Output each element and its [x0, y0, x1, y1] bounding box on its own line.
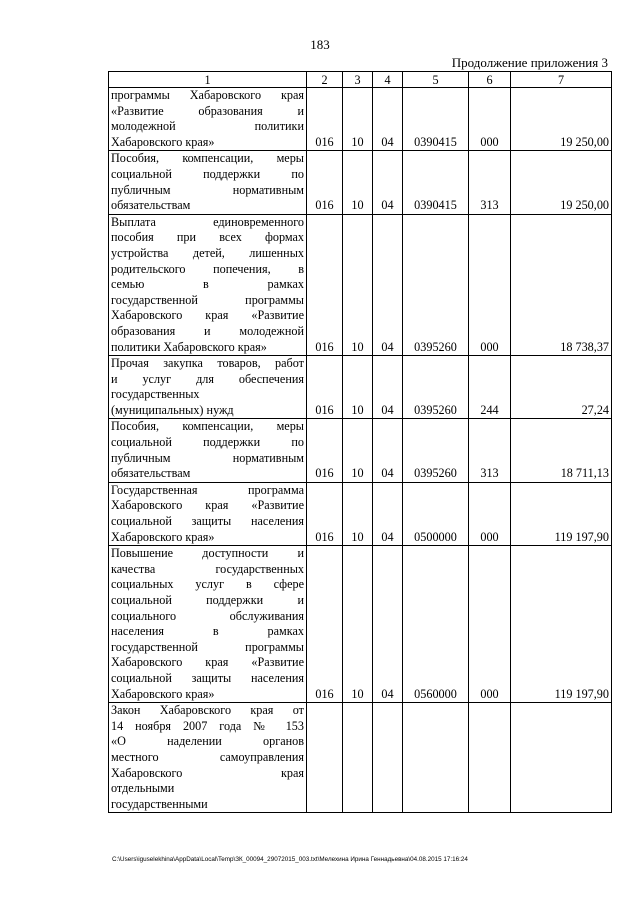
description-line: (муниципальных) нужд: [111, 402, 234, 417]
table-header-row: [109, 72, 612, 88]
section-code-cell: 10: [343, 88, 373, 151]
target-code-cell: 0395260: [403, 214, 469, 355]
description-line: Хабаровского края «Развитие: [111, 498, 304, 513]
description-line: молодежной политики: [111, 119, 304, 134]
header-cell: 4: [373, 72, 403, 88]
description-line: Хабаровского края «Развитие: [111, 655, 304, 670]
description-line: социальной защиты населения: [111, 670, 304, 685]
description-line: социальной поддержки по: [111, 166, 304, 181]
description-line: обязательствам: [111, 466, 191, 481]
description-line: государственной программы: [111, 639, 304, 654]
ministry-code-cell: 016: [307, 151, 343, 214]
expense-type-cell: 000: [469, 88, 511, 151]
description-line: Закон Хабаровского края от: [111, 703, 304, 718]
description-line: Пособия, компенсации, меры: [111, 419, 304, 434]
subsection-code-cell: 04: [373, 546, 403, 703]
target-code-cell: 0560000: [403, 546, 469, 703]
description-line: государственной программы: [111, 292, 304, 307]
row-description: [109, 214, 307, 355]
row-description: [109, 356, 307, 419]
table-row: [109, 151, 612, 214]
table-row: [109, 214, 612, 355]
expense-type-cell: 000: [469, 482, 511, 545]
expense-type-cell: 000: [469, 546, 511, 703]
description-line: Прочая закупка товаров, работ: [111, 356, 304, 371]
description-line: Хабаровского края»: [111, 134, 215, 149]
budget-table: [108, 71, 612, 813]
target-code-cell: [403, 703, 469, 813]
description-line: Хабаровского края: [111, 765, 304, 780]
table-row: [109, 546, 612, 703]
ministry-code-cell: 016: [307, 88, 343, 151]
header-cell: 2: [307, 72, 343, 88]
target-code-cell: 0390415: [403, 88, 469, 151]
subsection-code-cell: 04: [373, 482, 403, 545]
description-line: местного самоуправления: [111, 749, 304, 764]
table-row: [109, 356, 612, 419]
amount-cell: 19 250,00: [511, 151, 612, 214]
subsection-code-cell: [373, 703, 403, 813]
description-line: обязательствам: [111, 198, 191, 213]
description-line: устройства детей, лишенных: [111, 245, 304, 260]
ministry-code-cell: [307, 703, 343, 813]
continuation-label: Продолжение приложения 3: [451, 55, 608, 70]
header-cell: 3: [343, 72, 373, 88]
expense-type-cell: [469, 703, 511, 813]
section-code-cell: [343, 703, 373, 813]
table-row: [109, 482, 612, 545]
amount-cell: 18 711,13: [511, 419, 612, 482]
page-number: 183: [310, 37, 330, 52]
description-line: политики Хабаровского края»: [111, 339, 267, 354]
description-line: и услуг для обеспечения: [111, 371, 304, 386]
table-row: [109, 703, 612, 813]
target-code-cell: 0395260: [403, 419, 469, 482]
header-cell: 7: [511, 72, 612, 88]
target-code-cell: 0500000: [403, 482, 469, 545]
description-line: родительского попечения, в: [111, 261, 304, 276]
expense-type-cell: 313: [469, 151, 511, 214]
section-code-cell: 10: [343, 214, 373, 355]
description-line: качества государственных: [111, 561, 304, 576]
header-cell: 1: [109, 72, 307, 88]
subsection-code-cell: 04: [373, 88, 403, 151]
ministry-code-cell: 016: [307, 419, 343, 482]
expense-type-cell: 244: [469, 356, 511, 419]
description-line: 14 ноября 2007 года № 153: [111, 718, 304, 733]
description-line: Повышение доступности и: [111, 546, 304, 561]
description-line: населения в рамках: [111, 624, 304, 639]
table-row: [109, 88, 612, 151]
section-code-cell: 10: [343, 356, 373, 419]
table-row: [109, 419, 612, 482]
amount-cell: 19 250,00: [511, 88, 612, 151]
description-line: Хабаровского края «Развитие: [111, 308, 304, 323]
row-description: [109, 703, 307, 813]
section-code-cell: 10: [343, 482, 373, 545]
amount-cell: [511, 703, 612, 813]
subsection-code-cell: 04: [373, 356, 403, 419]
header-cell: 5: [403, 72, 469, 88]
description-line: публичным нормативным: [111, 182, 304, 197]
row-description: [109, 482, 307, 545]
row-description: [109, 88, 307, 151]
description-line: Хабаровского края»: [111, 686, 215, 701]
subsection-code-cell: 04: [373, 214, 403, 355]
subsection-code-cell: 04: [373, 419, 403, 482]
amount-cell: 119 197,90: [511, 546, 612, 703]
amount-cell: 18 738,37: [511, 214, 612, 355]
description-line: программы Хабаровского края: [111, 88, 304, 102]
description-line: социальной поддержки по: [111, 435, 304, 450]
target-code-cell: 0390415: [403, 151, 469, 214]
section-code-cell: 10: [343, 419, 373, 482]
expense-type-cell: 000: [469, 214, 511, 355]
description-line: отдельными: [111, 781, 175, 796]
section-code-cell: 10: [343, 546, 373, 703]
row-description: [109, 151, 307, 214]
description-line: пособия при всех формах: [111, 230, 304, 245]
description-line: социальных услуг в сфере: [111, 577, 304, 592]
subsection-code-cell: 04: [373, 151, 403, 214]
amount-cell: 27,24: [511, 356, 612, 419]
row-description: [109, 546, 307, 703]
amount-cell: 119 197,90: [511, 482, 612, 545]
description-line: семью в рамках: [111, 277, 304, 292]
description-line: Пособия, компенсации, меры: [111, 151, 304, 166]
description-line: социального обслуживания: [111, 608, 304, 623]
expense-type-cell: 313: [469, 419, 511, 482]
description-line: государственных: [111, 387, 200, 402]
file-path-footer: C:\Users\iguselekhina\AppData\Local\Temp\ЗК_00094_29072015_003.txt\Мелехина Ирина Геннадьевна\04.08.2015 17:16:24: [112, 856, 468, 863]
ministry-code-cell: 016: [307, 356, 343, 419]
header-cell: 6: [469, 72, 511, 88]
ministry-code-cell: 016: [307, 482, 343, 545]
description-line: «О наделении органов: [111, 734, 304, 749]
description-line: «Развитие образования и: [111, 103, 304, 118]
description-line: государственными: [111, 796, 208, 811]
description-line: социальной защиты населения: [111, 514, 304, 529]
description-line: публичным нормативным: [111, 450, 304, 465]
description-line: социальной поддержки и: [111, 593, 304, 607]
description-line: Хабаровского края»: [111, 529, 215, 544]
ministry-code-cell: 016: [307, 546, 343, 703]
target-code-cell: 0395260: [403, 356, 469, 419]
row-description: [109, 419, 307, 482]
description-line: Государственная программа: [111, 482, 304, 497]
description-line: Выплата единовременного: [111, 214, 304, 229]
section-code-cell: 10: [343, 151, 373, 214]
description-line: образования и молодежной: [111, 323, 304, 338]
ministry-code-cell: 016: [307, 214, 343, 355]
